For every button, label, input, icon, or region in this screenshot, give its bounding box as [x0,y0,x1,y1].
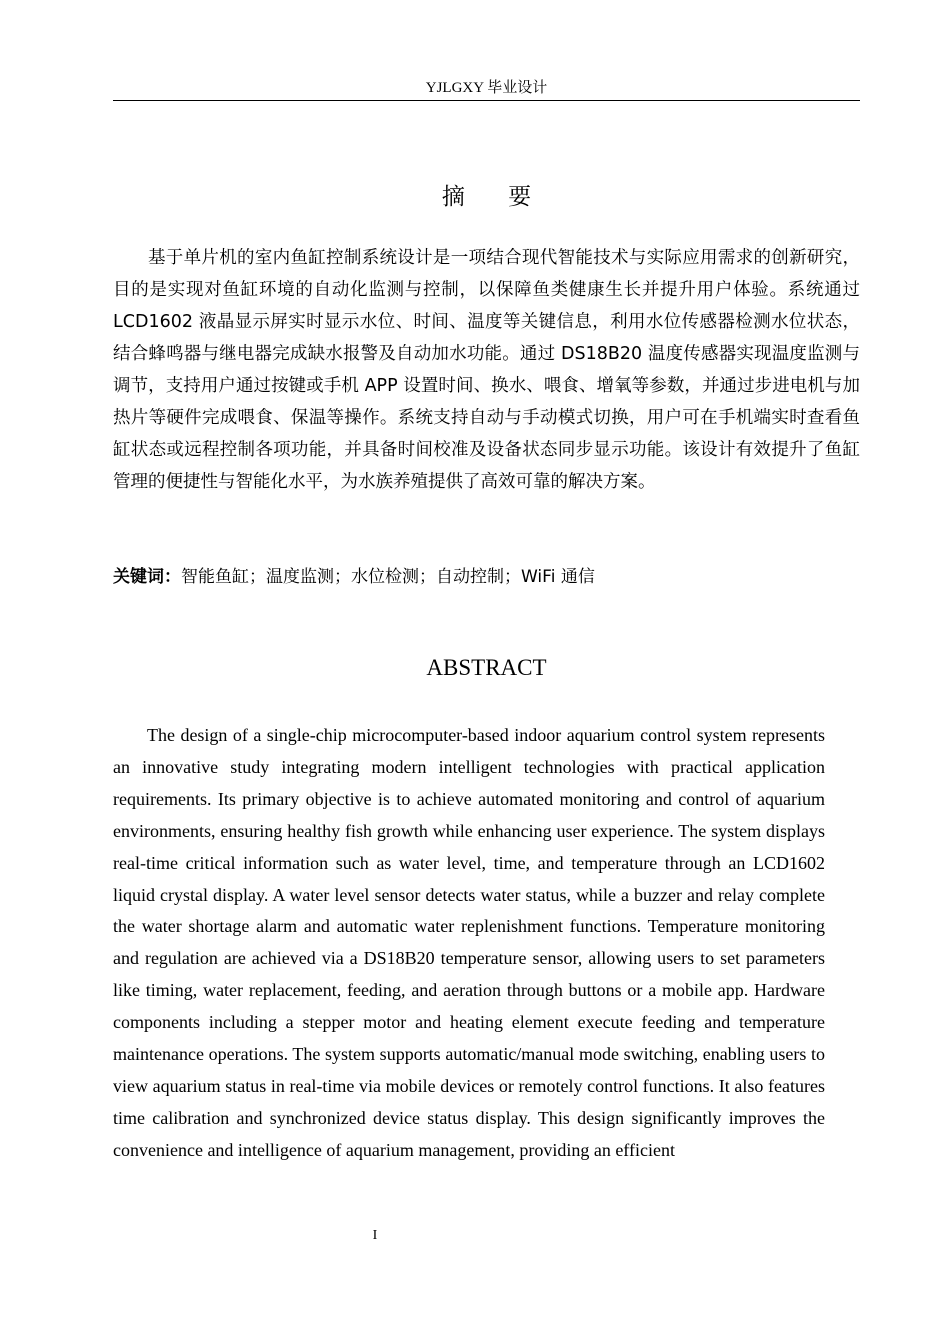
abstract-zh-title: 摘 要 [441,184,550,210]
keywords-line [113,562,860,592]
header-divider [113,100,860,101]
keywords-text: 智能鱼缸；温度监测；水位检测；自动控制；WiFi 通信 [181,567,595,587]
abstract-en-body: The design of a single-chip microcomputer-based indoor aquarium control system represents an innovative study integrating modern intelligent technologies with practical application requirements. Its primary objective is to achieve automated monitoring and control of aquarium environments, ensuring healthy fish growth while enhancing user experience. The system displays real-time critical information such as water level, time, and temperature through an LCD1602 liquid crystal display. A water level sensor detects water status, while a buzzer and relay complete the water shortage alarm and automatic water replenishment functions. Temperature monitoring and regulation are achieved via a DS18B20 temperature sensor, allowing users to set parameters like timing, water replacement, feeding, and aeration through buttons or a mobile app. Hardware components including a stepper motor and heating element execute feeding and temperature maintenance operations. The system supports automatic/manual mode switching, enabling users to view aquarium status in real-time via mobile devices or remotely control functions. It also features time calibration and synchronized device status display. This design significantly improves the convenience and intelligence of aquarium management, providing an efficient [113,725,825,1160]
page-header: YJLGXY 毕业设计 [425,80,548,96]
keywords-label: 关键词： [113,567,181,587]
abstract-zh-body: 基于单片机的室内鱼缸控制系统设计是一项结合现代智能技术与实际应用需求的创新研究，目的是实现对鱼缸环境的自动化监测与控制，以保障鱼类健康生长并提升用户体验。系统通过 LCD1602 液晶显示屏实时显示水位、时间、温度等关键信息，利用水位传感器检测水位状态，结合蜂鸣器与继电器完成缺水报警及自动加水功能。通过 DS18B20 温度传感器实现温度监测与调节，支持用户通过按键或手机 APP 设置时间、换水、喂食、增氧等参数，并通过步进电机与加热片等硬件完成喂食、保温等操作。系统支持自动与手动模式切换，用户可在手机端实时查看鱼缸状态或远程控制各项功能，并具备时间校准及设备状态同步显示功能。该设计有效提升了鱼缸管理的便捷性与智能化水平，为水族养殖提供了高效可靠的解决方案。 [113,248,860,492]
abstract-en-title: ABSTRACT [426,655,547,680]
page-number: I [372,1228,378,1243]
